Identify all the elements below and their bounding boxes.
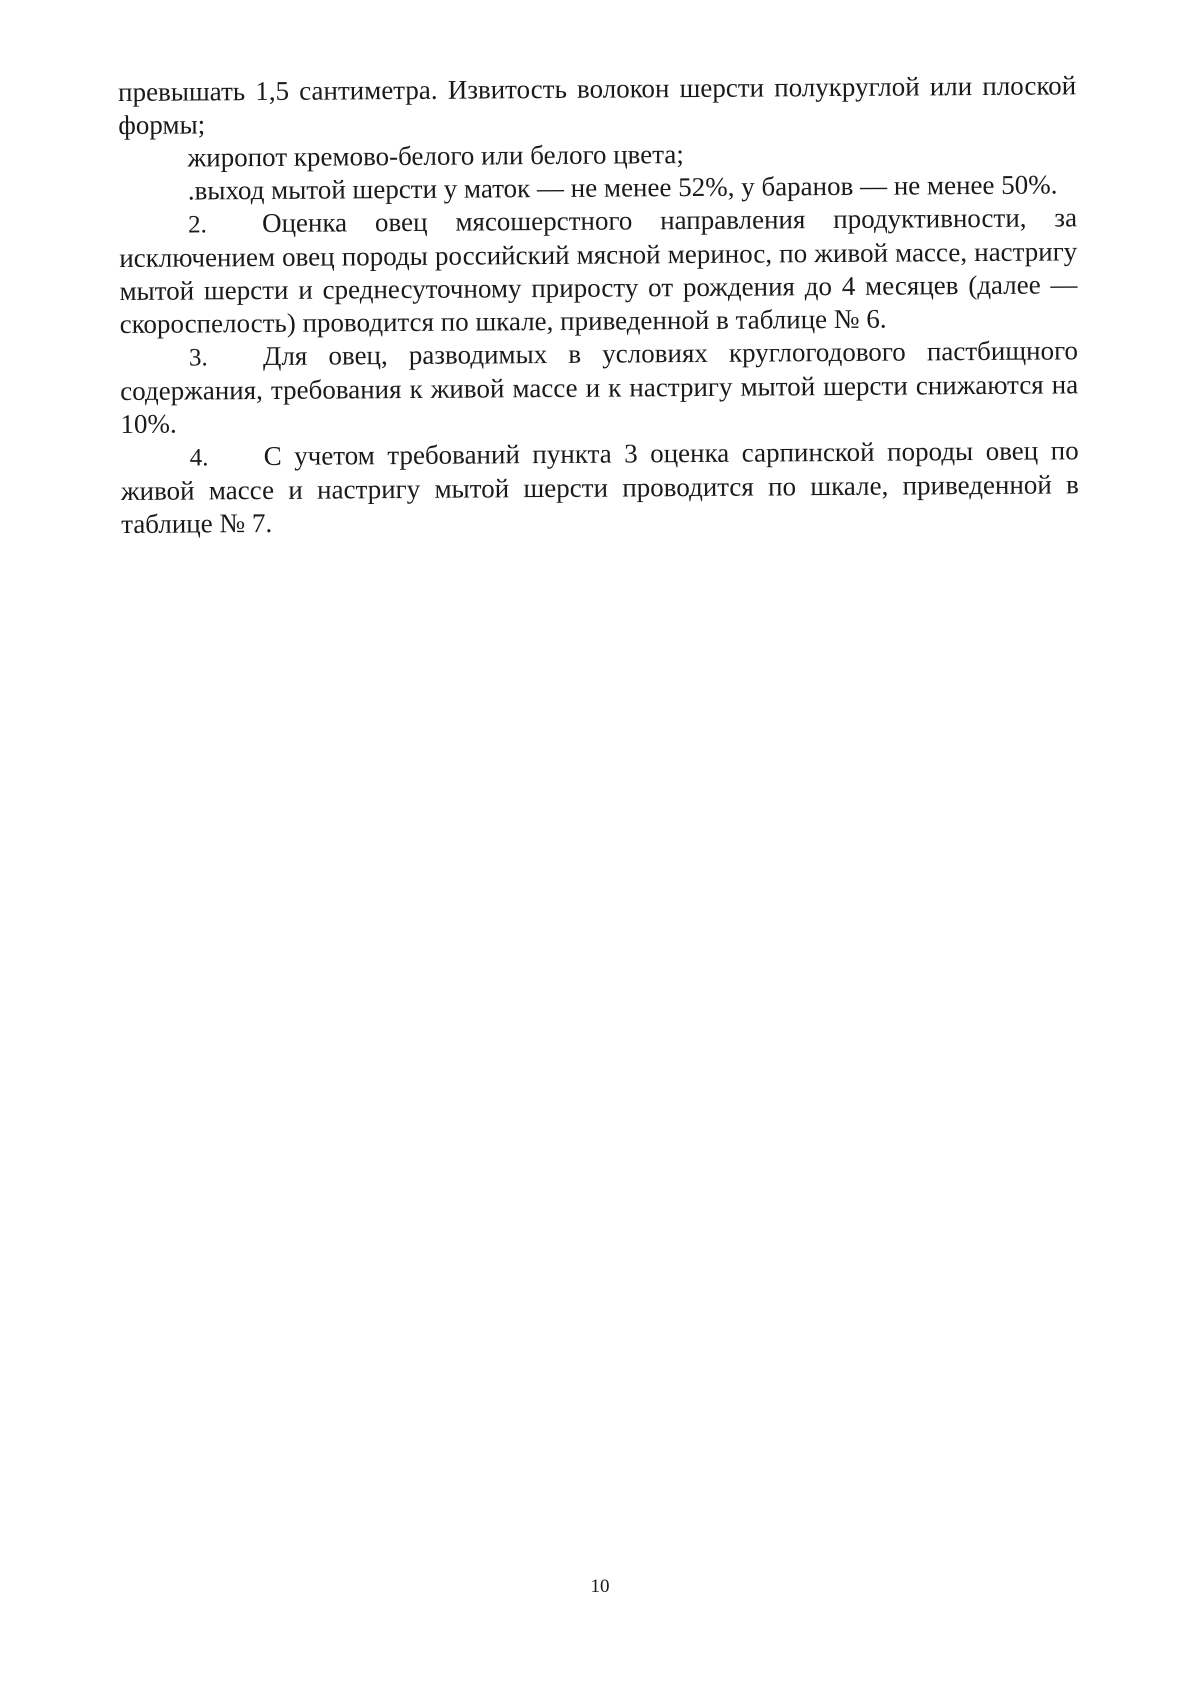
item-number: 4. — [189, 444, 209, 472]
paragraph-text: жиропот кремово-белого или белого цвета; — [187, 139, 684, 173]
numbered-item-3 — [120, 334, 1079, 441]
paragraph-text: Оценка овец мясошерстного направления продуктивности, за исключением овец породы российский мясной меринос, по живой массе, настригу мытой шерсти и среднесуточному приросту от рождения до 4 месяцев (далее — скороспелость) проводится по шкале, приведенной в таблице № 6. — [119, 202, 1078, 339]
item-number: 2. — [187, 211, 207, 239]
paragraph-text: превышать 1,5 сантиметра. Извитость волокон шерсти полукруглой или плоской формы; — [118, 70, 1077, 140]
numbered-item-2 — [119, 201, 1078, 341]
paragraph-text: С учетом требований пункта 3 оценка сарпинской породы овец по живой массе и настригу мытой шерсти проводится по шкале, приведенной в таблице № 7. — [120, 435, 1079, 539]
paragraph-wool-continuation — [118, 69, 1076, 142]
item-number: 3. — [188, 344, 208, 372]
paragraph-text: .выход мытой шерсти у маток — не менее 52%, у баранов — не менее 50%. — [187, 169, 1058, 206]
page-number: 10 — [590, 1576, 610, 1597]
numbered-item-4 — [121, 434, 1080, 541]
document-body — [118, 69, 1079, 541]
paragraph-text: Для овец, разводимых в условиях круглогодового пастбищного содержания, требования к живой массе и к настригу мытой шерсти снижаются на 10%. — [120, 335, 1079, 439]
